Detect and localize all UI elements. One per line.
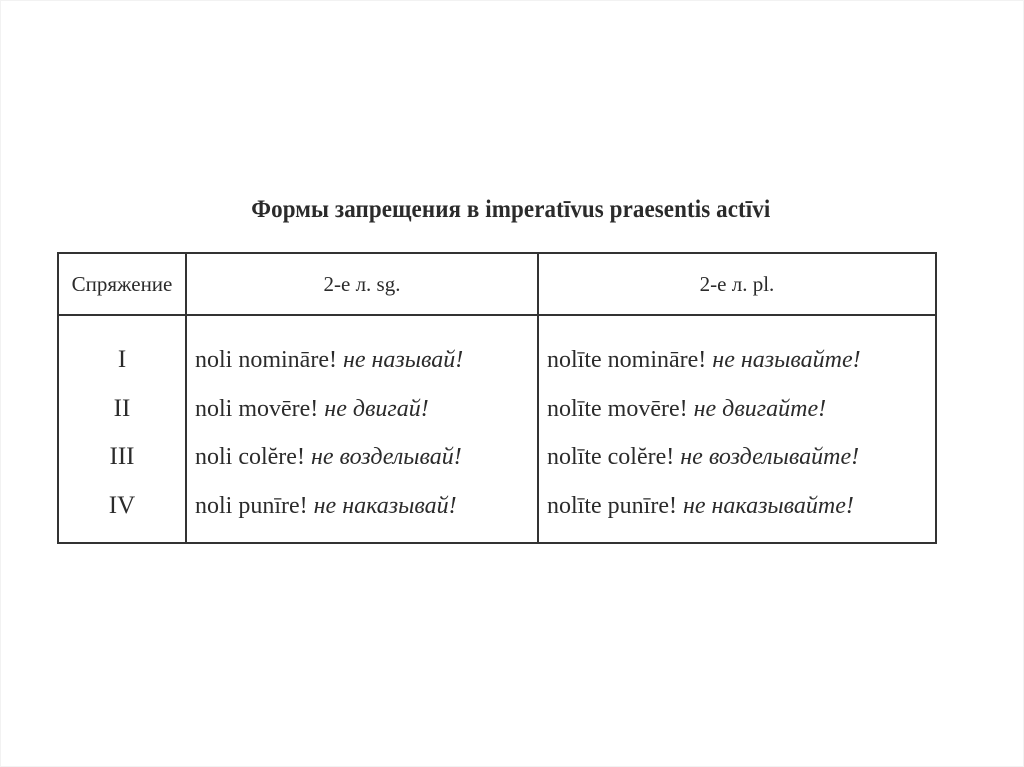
russian-translation: не называйте! [712, 347, 861, 373]
singular-form [187, 336, 537, 385]
singular-form [187, 482, 537, 531]
conjugation-number: I [117, 346, 127, 373]
russian-translation: не возделывай! [310, 444, 462, 470]
plural-form [539, 482, 935, 531]
header-plural: 2-е л. pl. [538, 253, 936, 315]
plural-form [539, 385, 935, 434]
conjugation-number: IV [108, 491, 136, 519]
latin-form: nolīte colĕre! [547, 444, 675, 470]
latin-form: nolīte punīre! [547, 492, 677, 519]
singular-form [187, 433, 537, 482]
plural-column [538, 315, 936, 543]
header-conjugation: Спряжение [58, 253, 186, 315]
conjugation-column [58, 315, 186, 543]
plural-form [539, 433, 935, 482]
conjugation-number: II [113, 394, 131, 422]
russian-translation: не наказывай! [313, 492, 457, 519]
latin-form: noli movēre! [195, 395, 319, 422]
latin-form: nolīte nomināre! [547, 347, 707, 373]
plural-form [539, 336, 935, 385]
russian-translation: не двигай! [324, 395, 429, 422]
table-body-row [58, 315, 936, 543]
table-header-row [58, 253, 936, 315]
russian-translation: не наказывайте! [682, 492, 854, 519]
header-singular: 2-е л. sg. [186, 253, 538, 315]
conjugation-number: III [109, 443, 135, 470]
latin-form: noli punīre! [195, 492, 308, 519]
prohibition-forms-table [57, 252, 937, 544]
latin-form: noli colĕre! [195, 444, 305, 470]
russian-translation: не возделывайте! [680, 444, 860, 470]
latin-form: noli nomināre! [195, 347, 337, 373]
russian-translation: не двигайте! [693, 395, 827, 422]
latin-form: nolīte movēre! [547, 395, 688, 422]
singular-column [186, 315, 538, 543]
table-title: Формы запрещения в imperatīvus praesentis actīvi [251, 196, 771, 223]
russian-translation: не называй! [342, 347, 464, 373]
singular-form [187, 385, 537, 434]
